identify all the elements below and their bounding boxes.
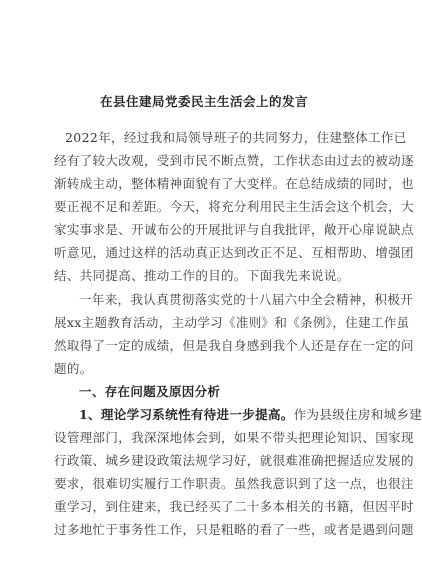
paragraph-line: 设管理部门，我深深地体会到，如果不带头把理论知识、国家现 — [54, 430, 414, 445]
paragraph-line: 经有了较大改观，受到市民不断点赞，工作状态由过去的被动逐 — [54, 153, 414, 168]
paragraph-line: 行政策、城乡建设政策法规学习好，就很难准确把握适应发展的 — [54, 453, 414, 468]
subsection-text: 作为县级住房和城乡建 — [293, 407, 422, 422]
paragraph-line: 家实事求是、开诚布公的开展批评与自我批评，敞开心扉说缺点 — [54, 222, 414, 237]
paragraph-line: 听意见，通过这样的活动真正达到改正不足、互相帮助、增强团 — [54, 245, 414, 260]
document-title: 在县住建局党委民主生活会上的发言 — [99, 94, 308, 109]
paragraph-line: 要正视不足和差距。今天，将充分利用民主生活会这个机会，大 — [54, 199, 414, 214]
paragraph-line: 题的。 — [54, 361, 93, 376]
paragraph-line: 重学习，到住建来，我已经买了二十多本相关的书籍，但因平时 — [54, 499, 414, 514]
paragraph-line: 过多地忙于事务性工作，只是粗略的看了一些，或者是遇到问题 — [54, 522, 414, 537]
subsection-heading: 1、理论学习系统性有待进一步提高。 — [79, 407, 294, 422]
paragraph-line: 渐转成主动，整体精神面貌有了大变样。在总结成绩的同时，也 — [54, 176, 414, 191]
paragraph-line: 2022年，经过我和局领导班子的共同努力，住建整体工作已 — [65, 130, 407, 145]
paragraph-line: 然取得了一定的成绩，但是我自身感到我个人还是存在一定的问 — [54, 338, 414, 353]
paragraph-line: 要求，很难切实履行工作职责。虽然我意识到了这一点，也很注 — [54, 476, 414, 491]
section-heading: 一、存在问题及原因分析 — [79, 384, 221, 399]
paragraph-line: 展xx主题教育活动，主动学习《准则》和《条例》，住建工作虽 — [54, 315, 410, 330]
paragraph-line: 一年来，我认真贯彻落实党的十八届六中全会精神，积极开 — [79, 292, 414, 307]
paragraph-line: 结、共同提高、推动工作的目的。下面我先来说说。 — [54, 268, 350, 283]
subsection-line — [79, 405, 422, 423]
